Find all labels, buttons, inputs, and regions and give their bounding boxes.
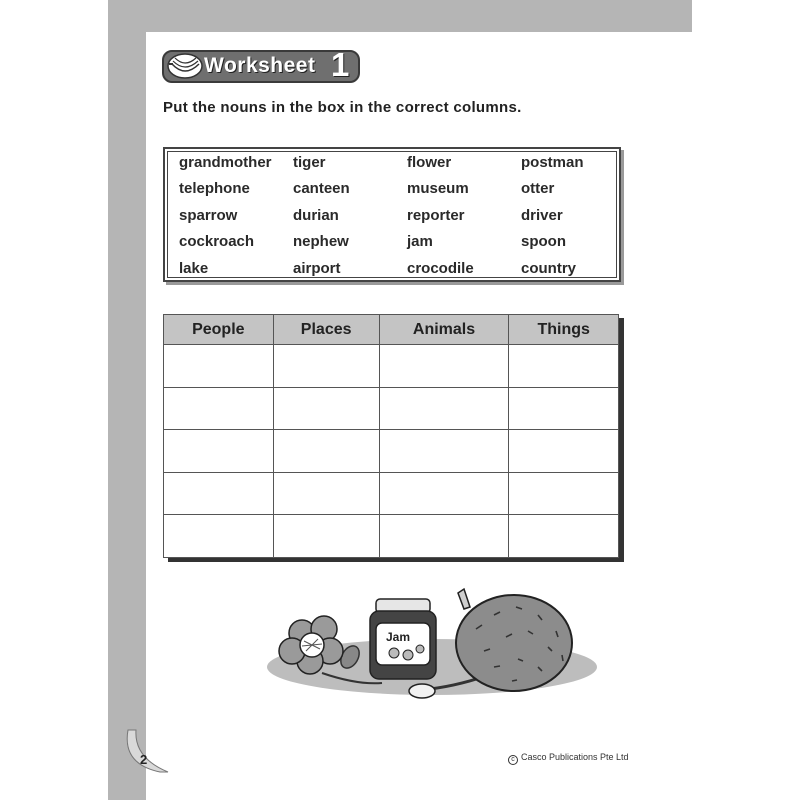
page-number: 2	[140, 752, 148, 767]
answer-cell[interactable]	[509, 515, 619, 558]
page-corner-banana	[120, 728, 170, 774]
answer-cell[interactable]	[164, 387, 274, 430]
word-item: country	[521, 260, 577, 277]
answer-cell[interactable]	[379, 387, 509, 430]
word-item: grandmother	[179, 154, 272, 171]
illustration	[262, 585, 598, 703]
word-item: airport	[293, 260, 341, 277]
table-row	[164, 430, 619, 473]
instruction-text: Put the nouns in the box in the correct columns.	[163, 99, 522, 116]
answer-cell[interactable]	[509, 345, 619, 388]
word-item: reporter	[407, 207, 465, 224]
durian-icon	[456, 589, 572, 691]
noun-sorting-table	[163, 314, 619, 558]
word-item: spoon	[521, 233, 566, 250]
word-item: nephew	[293, 233, 349, 250]
table-row	[164, 345, 619, 388]
answer-cell[interactable]	[379, 430, 509, 473]
word-item: cockroach	[179, 233, 255, 250]
answer-cell[interactable]	[509, 472, 619, 515]
table-row	[164, 387, 619, 430]
word-item: jam	[407, 233, 433, 250]
answer-cell[interactable]	[273, 345, 379, 388]
answer-cell[interactable]	[509, 430, 619, 473]
answer-cell[interactable]	[273, 387, 379, 430]
word-item: flower	[407, 154, 452, 171]
answer-cell[interactable]	[164, 430, 274, 473]
table-header-row	[164, 315, 619, 345]
answer-cell[interactable]	[379, 515, 509, 558]
word-item: driver	[521, 207, 563, 224]
answer-cell[interactable]	[164, 345, 274, 388]
word-item: postman	[521, 154, 584, 171]
copyright-notice	[508, 752, 629, 765]
answer-cell[interactable]	[273, 472, 379, 515]
word-item: crocodile	[407, 260, 474, 277]
answer-cell[interactable]	[379, 345, 509, 388]
word-item: museum	[407, 180, 469, 197]
column-header-things: Things	[509, 315, 619, 345]
answer-cell[interactable]	[509, 387, 619, 430]
jar-label: Jam	[386, 630, 411, 644]
column-header-places: Places	[273, 315, 379, 345]
jam-jar-icon	[370, 599, 436, 679]
word-item: otter	[521, 180, 555, 197]
banana-icon	[166, 52, 204, 80]
worksheet-title: Worksheet	[204, 54, 316, 77]
word-item: telephone	[179, 180, 250, 197]
column-header-people: People	[164, 315, 274, 345]
table-row	[164, 515, 619, 558]
copyright-text: Casco Publications Pte Ltd	[521, 752, 629, 762]
worksheet-number: 1	[331, 46, 350, 83]
answer-cell[interactable]	[273, 430, 379, 473]
answer-cell[interactable]	[164, 515, 274, 558]
word-item: tiger	[293, 154, 326, 171]
word-item: canteen	[293, 180, 350, 197]
word-item: lake	[179, 260, 209, 277]
copyright-icon: c	[508, 755, 518, 765]
word-item: durian	[293, 207, 339, 224]
table-row	[164, 472, 619, 515]
word-item: sparrow	[179, 207, 238, 224]
column-header-animals: Animals	[379, 315, 509, 345]
answer-cell[interactable]	[379, 472, 509, 515]
answer-cell[interactable]	[164, 472, 274, 515]
answer-cell[interactable]	[273, 515, 379, 558]
